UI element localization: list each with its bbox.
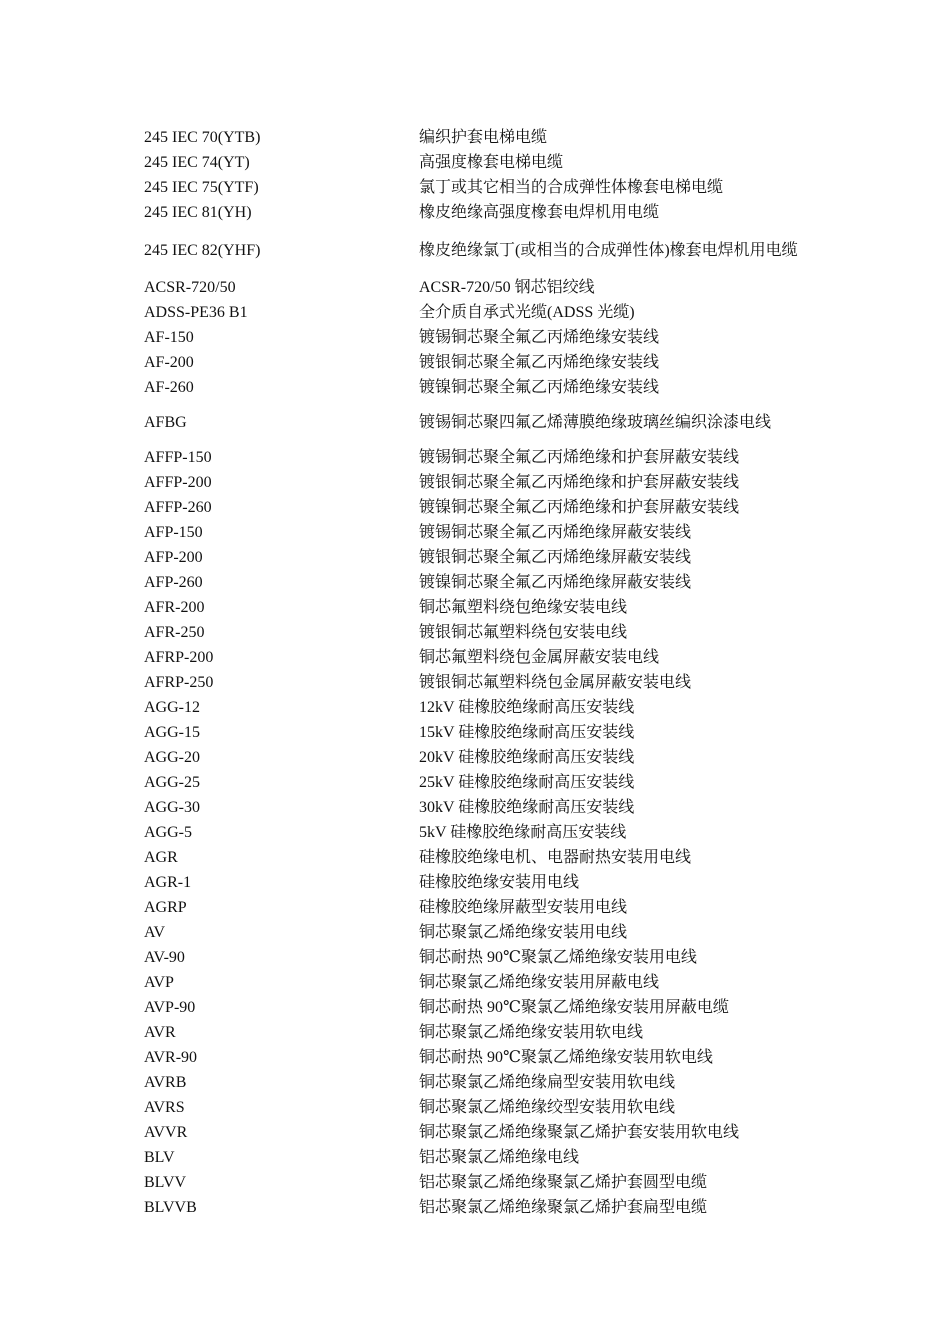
cable-model-description: 镀镍铜芯聚全氟乙丙烯绝缘屏蔽安装线 xyxy=(419,574,692,591)
cable-model-description: 铜芯聚氯乙烯绝缘聚氯乙烯护套安装用软电线 xyxy=(419,1124,740,1141)
cable-model-code: AGG-5 xyxy=(144,824,192,841)
cable-model-description: 铜芯氟塑料绕包绝缘安装电线 xyxy=(419,599,628,616)
table-row xyxy=(144,445,819,470)
cable-model-description: 铜芯聚氯乙烯绝缘安装用屏蔽电线 xyxy=(419,974,660,991)
table-row xyxy=(144,1020,819,1045)
cable-model-description: 铜芯氟塑料绕包金属屏蔽安装电线 xyxy=(419,649,660,666)
cable-model-code: ADSS-PE36 B1 xyxy=(144,304,248,321)
table-row xyxy=(144,1045,819,1070)
cable-model-code: AFFP-260 xyxy=(144,499,212,516)
table-row xyxy=(144,595,819,620)
cable-model-code: AFR-200 xyxy=(144,599,205,616)
table-row xyxy=(144,125,819,150)
cable-model-code: AV-90 xyxy=(144,949,185,966)
cable-model-description: 铜芯耐热 90℃聚氯乙烯绝缘安装用软电线 xyxy=(419,1049,713,1066)
cable-model-description: ACSR-720/50 钢芯铝绞线 xyxy=(419,279,595,296)
table-row xyxy=(144,1195,819,1220)
table-row xyxy=(144,620,819,645)
cable-model-code: AVRS xyxy=(144,1099,185,1116)
cable-model-code: AGG-20 xyxy=(144,749,200,766)
table-row xyxy=(144,645,819,670)
table-row xyxy=(144,1170,819,1195)
cable-model-description: 5kV 硅橡胶绝缘耐高压安装线 xyxy=(419,824,627,841)
table-row xyxy=(144,845,819,870)
cable-model-description: 铜芯聚氯乙烯绝缘绞型安装用软电线 xyxy=(419,1099,676,1116)
cable-model-description: 硅橡胶绝缘电机、电器耐热安装用电线 xyxy=(419,849,692,866)
table-row xyxy=(144,495,819,520)
table-row xyxy=(144,545,819,570)
cable-model-description: 30kV 硅橡胶绝缘耐高压安装线 xyxy=(419,799,635,816)
table-row xyxy=(144,570,819,595)
table-row xyxy=(144,175,819,200)
cable-model-description: 铜芯聚氯乙烯绝缘扁型安装用软电线 xyxy=(419,1074,676,1091)
cable-model-description: 20kV 硅橡胶绝缘耐高压安装线 xyxy=(419,749,635,766)
table-row xyxy=(144,150,819,175)
table-row xyxy=(144,470,819,495)
cable-model-code: AVP xyxy=(144,974,174,991)
cable-model-description: 镀银铜芯聚全氟乙丙烯绝缘安装线 xyxy=(419,354,660,371)
cable-model-description: 镀锡铜芯聚全氟乙丙烯绝缘安装线 xyxy=(419,329,660,346)
cable-model-description: 镀镍铜芯聚全氟乙丙烯绝缘和护套屏蔽安装线 xyxy=(419,499,740,516)
cable-model-description: 铝芯聚氯乙烯绝缘聚氯乙烯护套圆型电缆 xyxy=(419,1174,708,1191)
cable-model-description: 高强度橡套电梯电缆 xyxy=(419,154,564,171)
cable-model-code: AFFP-150 xyxy=(144,449,212,466)
table-row xyxy=(144,350,819,375)
cable-model-description: 橡皮绝缘高强度橡套电焊机用电缆 xyxy=(419,204,660,221)
cable-model-code: 245 IEC 81(YH) xyxy=(144,204,252,221)
cable-model-rows xyxy=(144,125,819,1220)
table-row xyxy=(144,375,819,400)
table-row xyxy=(144,995,819,1020)
cable-model-description: 硅橡胶绝缘屏蔽型安装用电线 xyxy=(419,899,628,916)
cable-model-code: AVVR xyxy=(144,1124,188,1141)
table-row xyxy=(144,1070,819,1095)
table-row xyxy=(144,695,819,720)
table-row xyxy=(144,325,819,350)
cable-model-code: AGR xyxy=(144,849,178,866)
cable-model-description: 15kV 硅橡胶绝缘耐高压安装线 xyxy=(419,724,635,741)
cable-model-table xyxy=(144,125,819,1220)
cable-model-code: AGG-15 xyxy=(144,724,200,741)
cable-model-code: 245 IEC 74(YT) xyxy=(144,154,250,171)
table-row xyxy=(144,720,819,745)
cable-model-description: 铜芯聚氯乙烯绝缘安装用电线 xyxy=(419,924,628,941)
cable-model-description: 全介质自承式光缆(ADSS 光缆) xyxy=(419,304,635,321)
cable-model-description: 镀银铜芯聚全氟乙丙烯绝缘和护套屏蔽安装线 xyxy=(419,474,740,491)
cable-model-code: AGG-25 xyxy=(144,774,200,791)
cable-model-code: AGG-12 xyxy=(144,699,200,716)
cable-model-code: AFBG xyxy=(144,414,187,431)
cable-model-code: AGR-1 xyxy=(144,874,192,891)
cable-model-description: 铜芯耐热 90℃聚氯乙烯绝缘安装用屏蔽电缆 xyxy=(419,999,729,1016)
cable-model-description: 镀锡铜芯聚四氟乙烯薄膜绝缘玻璃丝编织涂漆电线 xyxy=(419,414,772,431)
table-row xyxy=(144,275,819,300)
cable-model-code: BLVV xyxy=(144,1174,187,1191)
table-row xyxy=(144,200,819,225)
cable-model-description: 铝芯聚氯乙烯绝缘聚氯乙烯护套扁型电缆 xyxy=(419,1199,708,1216)
cable-model-description: 镀银铜芯氟塑料绕包金属屏蔽安装电线 xyxy=(419,674,692,691)
table-row xyxy=(144,1145,819,1170)
cable-model-description: 铜芯耐热 90℃聚氯乙烯绝缘安装用电线 xyxy=(419,949,697,966)
cable-model-description: 铝芯聚氯乙烯绝缘电线 xyxy=(419,1149,580,1166)
cable-model-code: AF-200 xyxy=(144,354,194,371)
cable-model-description: 镀银铜芯氟塑料绕包安装电线 xyxy=(419,624,628,641)
cable-model-description: 氯丁或其它相当的合成弹性体橡套电梯电缆 xyxy=(419,179,724,196)
cable-model-code: BLV xyxy=(144,1149,175,1166)
cable-model-description: 编织护套电梯电缆 xyxy=(419,129,548,146)
table-row xyxy=(144,970,819,995)
cable-model-description: 铜芯聚氯乙烯绝缘安装用软电线 xyxy=(419,1024,644,1041)
table-row xyxy=(144,945,819,970)
cable-model-description: 镀镍铜芯聚全氟乙丙烯绝缘安装线 xyxy=(419,379,660,396)
cable-model-code: AVR xyxy=(144,1024,176,1041)
cable-model-code: AVR-90 xyxy=(144,1049,198,1066)
cable-model-code: AFP-200 xyxy=(144,549,203,566)
cable-model-code: AGRP xyxy=(144,899,187,916)
cable-model-code: AVRB xyxy=(144,1074,187,1091)
cable-model-code: AFP-260 xyxy=(144,574,203,591)
table-row xyxy=(144,770,819,795)
cable-model-description: 镀锡铜芯聚全氟乙丙烯绝缘屏蔽安装线 xyxy=(419,524,692,541)
cable-model-code: AFRP-200 xyxy=(144,649,214,666)
cable-model-code: AFR-250 xyxy=(144,624,205,641)
cable-model-code: AFFP-200 xyxy=(144,474,212,491)
table-row xyxy=(144,1095,819,1120)
cable-model-code: AFP-150 xyxy=(144,524,203,541)
cable-model-code: 245 IEC 75(YTF) xyxy=(144,179,259,196)
table-row xyxy=(144,520,819,545)
table-row xyxy=(144,870,819,895)
table-row xyxy=(144,920,819,945)
cable-model-description: 镀银铜芯聚全氟乙丙烯绝缘屏蔽安装线 xyxy=(419,549,692,566)
table-row xyxy=(144,820,819,845)
cable-model-description: 橡皮绝缘氯丁(或相当的合成弹性体)橡套电焊机用电缆 xyxy=(419,241,798,259)
cable-model-code: 245 IEC 70(YTB) xyxy=(144,129,261,146)
table-row xyxy=(144,895,819,920)
table-row xyxy=(144,795,819,820)
cable-model-description: 镀锡铜芯聚全氟乙丙烯绝缘和护套屏蔽安装线 xyxy=(419,449,740,466)
cable-model-code: AF-260 xyxy=(144,379,194,396)
table-row xyxy=(144,400,819,445)
cable-model-code: AF-150 xyxy=(144,329,194,346)
cable-model-code: AGG-30 xyxy=(144,799,200,816)
cable-model-description: 12kV 硅橡胶绝缘耐高压安装线 xyxy=(419,699,635,716)
cable-model-code: AVP-90 xyxy=(144,999,196,1016)
cable-model-code: BLVVB xyxy=(144,1199,197,1216)
table-row xyxy=(144,300,819,325)
table-row xyxy=(144,225,819,275)
table-row xyxy=(144,670,819,695)
cable-model-description: 25kV 硅橡胶绝缘耐高压安装线 xyxy=(419,774,635,791)
table-row xyxy=(144,745,819,770)
cable-model-code: AV xyxy=(144,924,166,941)
cable-model-code: AFRP-250 xyxy=(144,674,214,691)
cable-model-code: 245 IEC 82(YHF) xyxy=(144,241,261,259)
table-row xyxy=(144,1120,819,1145)
cable-model-description: 硅橡胶绝缘安装用电线 xyxy=(419,874,580,891)
cable-model-code: ACSR-720/50 xyxy=(144,279,236,296)
